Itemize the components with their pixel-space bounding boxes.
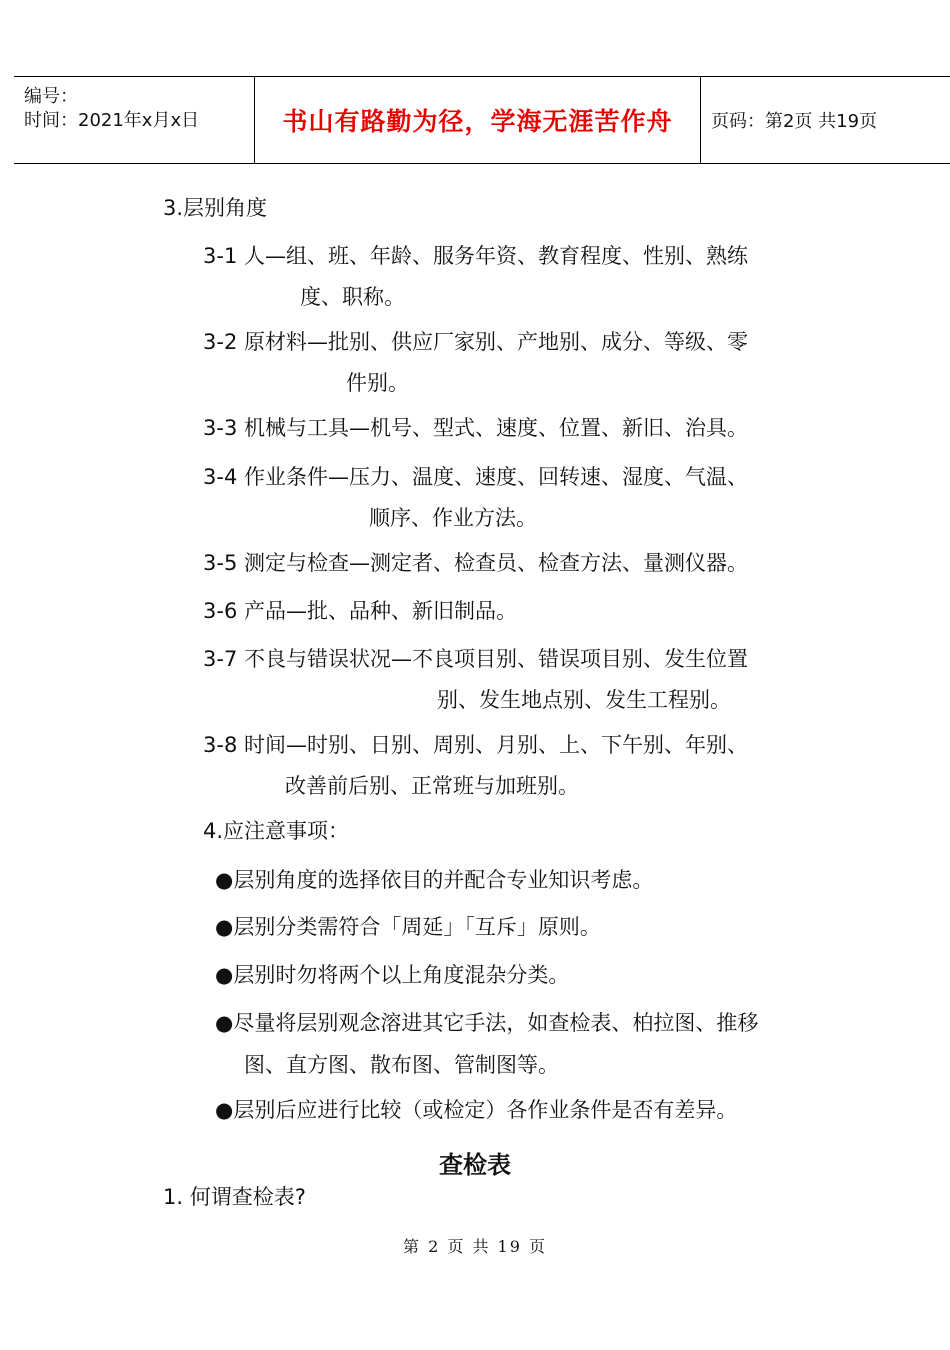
section3-heading: 3.层别角度 <box>163 196 268 220</box>
note-3: ●层别时勿将两个以上角度混杂分类。 <box>215 963 570 987</box>
note-1: ●层别角度的选择依目的并配合专业知识考虑。 <box>215 868 654 892</box>
header-motto: 书山有路勤为径，学海无涯苦作舟 <box>255 77 701 163</box>
note-4-line1: ●尽量将层别观念溶进其它手法，如查检表、柏拉图、推移 <box>215 1011 759 1035</box>
number-label: 编号： <box>24 86 78 107</box>
item-3-1-line1: 3-1 人—组、班、年龄、服务年资、教育程度、性别、熟练 <box>203 244 748 268</box>
note-5: ●层别后应进行比较（或检定）各作业条件是否有差异。 <box>215 1098 738 1122</box>
item-3-7-line1: 3-7 不良与错误状况—不良项目别、错误项目别、发生位置 <box>203 647 748 671</box>
section4-heading: 4.应注意事项： <box>203 819 350 843</box>
time-label: 时间：2021年x月x日 <box>24 110 200 131</box>
question-1: 1. 何谓查检表? <box>163 1185 306 1209</box>
item-3-7-line2: 别、发生地点别、发生工程别。 <box>437 688 731 712</box>
item-3-4-line1: 3-4 作业条件—压力、温度、速度、回转速、湿度、气温、 <box>203 465 748 489</box>
item-3-1-line2: 度、职称。 <box>300 285 405 309</box>
note-4-line2: 图、直方图、散布图、管制图等。 <box>244 1053 559 1077</box>
header-page-info: 页码：第2页 共19页 <box>711 111 878 132</box>
item-3-3-line1: 3-3 机械与工具—机号、型式、速度、位置、新旧、治具。 <box>203 416 748 440</box>
page-footer: 第 2 页 共 19 页 <box>403 1237 547 1256</box>
header-meta <box>14 77 255 163</box>
item-3-6-line1: 3-6 产品—批、品种、新旧制品。 <box>203 599 517 623</box>
document-header <box>14 76 950 164</box>
item-3-8-line1: 3-8 时间—时别、日别、周别、月别、上、下午别、年别、 <box>203 733 748 757</box>
item-3-8-line2: 改善前后别、正常班与加班别。 <box>285 774 579 798</box>
item-3-2-line2: 件别。 <box>346 371 409 395</box>
item-3-5-line1: 3-5 测定与检查—测定者、检查员、检查方法、量测仪器。 <box>203 551 748 575</box>
note-2: ●层别分类需符合「周延」「互斥」原则。 <box>215 915 601 939</box>
item-3-2-line1: 3-2 原材料—批别、供应厂家别、产地别、成分、等级、零 <box>203 330 748 354</box>
checklist-title: 查检表 <box>439 1151 511 1179</box>
item-3-4-line2: 顺序、作业方法。 <box>369 506 537 530</box>
